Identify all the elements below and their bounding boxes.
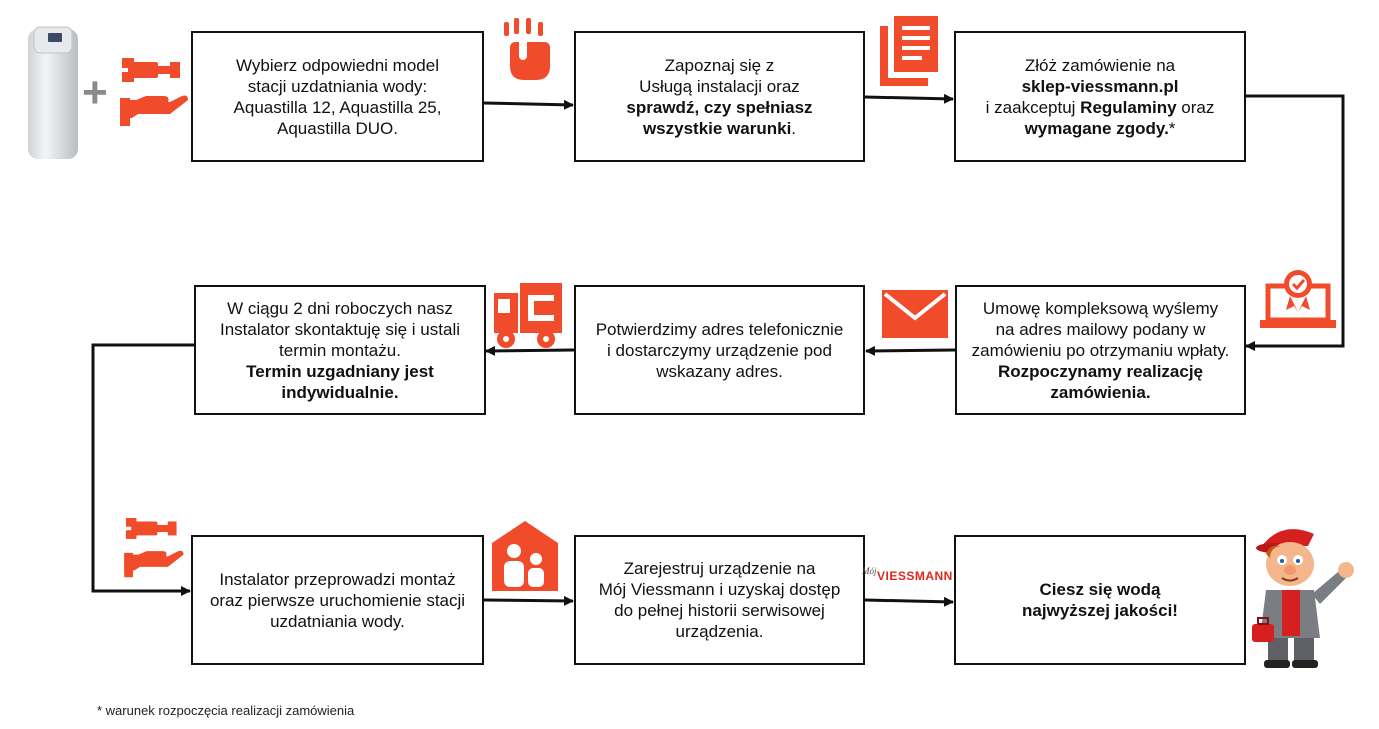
shop-link-text: sklep-viessmann.pl — [1021, 76, 1179, 96]
step-text: Zapoznaj się z — [664, 55, 775, 75]
step-read-terms — [574, 31, 865, 162]
step-text: i dostarczymy urządzenie pod — [607, 340, 832, 360]
step-text: . — [791, 118, 797, 138]
step-text-bold: Ciesz się wodą — [1039, 580, 1161, 599]
hand-touch-icon — [502, 18, 554, 84]
step-text: oraz pierwsze uruchomienie stacji — [209, 590, 466, 610]
step-place-order — [954, 31, 1246, 162]
arrow-contract-to-delivery — [866, 350, 955, 351]
step-text-bold: Termin uzgadniany jest — [246, 361, 434, 381]
step-text: wskazany adres. — [656, 361, 783, 381]
envelope-icon — [882, 290, 948, 338]
step-text: Instalator skontaktuję się i ustali — [219, 319, 460, 339]
step-text-bold: indywidualnie. — [281, 382, 399, 402]
step-text: uzdatniania wody. — [270, 611, 405, 631]
arrow-delivery-to-contact — [486, 350, 574, 351]
water-softener-image — [26, 25, 82, 163]
step-text: Złóż zamówienie na — [1024, 55, 1176, 75]
step-text: na adres mailowy podany w — [995, 319, 1206, 339]
brand-moj-text: Mój — [862, 566, 877, 576]
step-text: Umowę kompleksową wyślemy — [982, 298, 1219, 318]
step-text: Potwierdzimy adres telefonicznie — [595, 319, 844, 339]
step-text: zamówieniu po otrzymaniu wpłaty. — [971, 340, 1230, 360]
step-text: oraz — [1176, 97, 1215, 117]
step-text-bold: Rozpoczynamy realizację — [997, 361, 1203, 381]
step-register — [574, 535, 865, 665]
hand-wrench-icon — [118, 58, 188, 136]
step-text: W ciągu 2 dni roboczych nasz — [227, 298, 453, 318]
home-family-icon — [492, 521, 558, 591]
step-delivery — [574, 285, 865, 415]
footnote: * warunek rozpoczęcia realizacji zamówienia — [97, 703, 355, 718]
arrow-install-to-register — [484, 600, 573, 601]
installer-mascot-image — [1252, 520, 1362, 670]
step-installer-contact — [194, 285, 486, 415]
step-choose-model — [191, 31, 484, 162]
step-text-bold: Regulaminy — [1080, 97, 1177, 117]
step-text: Aquastilla 12, Aquastilla 25, — [233, 97, 442, 117]
plus-sign: + — [82, 68, 108, 117]
step-text: Mój Viessmann i uzyskaj dostęp — [598, 580, 841, 599]
step-text: Wybierz odpowiedni model — [235, 55, 439, 75]
viessmann-logo: VIESSMANN — [877, 569, 953, 583]
step-text-bold: wszystkie warunki — [642, 118, 792, 138]
step-text-bold: sprawdź, czy spełniasz — [626, 97, 813, 117]
step-text: i zaakceptuj — [985, 97, 1081, 117]
arrow-register-to-enjoy — [865, 600, 953, 602]
step-text: termin montażu. — [279, 340, 401, 360]
step-text: urządzenia. — [675, 622, 764, 641]
step-text-bold: wymagane zgody. — [1024, 118, 1169, 138]
step-text: Usługą instalacji oraz — [639, 76, 800, 96]
laptop-certificate-icon — [1260, 268, 1336, 332]
hand-wrench-icon — [118, 518, 188, 586]
step-text: do pełnej historii serwisowej — [614, 601, 825, 620]
step-installation — [191, 535, 484, 665]
arrow-choose-to-terms — [484, 103, 573, 105]
step-text-bold: zamówienia. — [1050, 382, 1151, 402]
step-text: stacji uzdatniania wody: — [247, 76, 428, 96]
documents-icon — [880, 16, 938, 86]
step-enjoy — [954, 535, 1246, 665]
step-text: Aquastilla DUO. — [277, 118, 398, 138]
delivery-truck-icon — [494, 283, 566, 349]
step-text: Zarejestruj urządzenie na — [623, 559, 816, 578]
arrow-terms-to-order — [865, 97, 953, 99]
step-text-bold: najwyższej jakości! — [1022, 601, 1178, 620]
step-contract — [955, 285, 1246, 415]
step-text: * — [1168, 118, 1176, 138]
step-text: Instalator przeprowadzi montaż — [219, 569, 456, 589]
